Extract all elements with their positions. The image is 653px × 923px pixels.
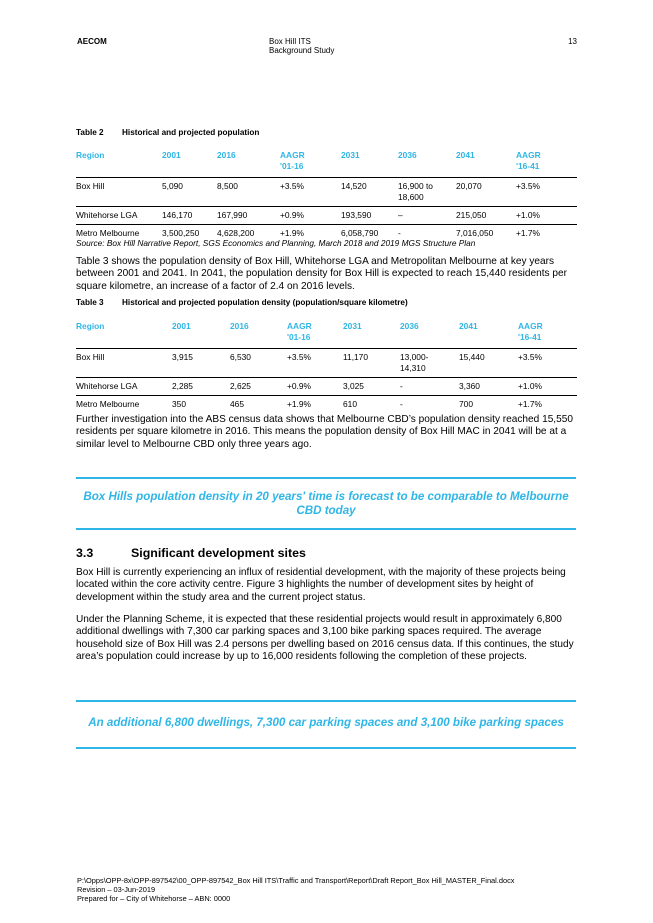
table-cell: +0.9% <box>287 378 343 396</box>
table-cell: +3.5% <box>516 178 577 207</box>
table2-header-aagr-16-41: AAGR '16-41 <box>516 150 577 178</box>
table2-header-2031: 2031 <box>341 150 398 178</box>
page-number: 13 <box>568 37 577 46</box>
table3-caption <box>76 298 408 307</box>
table2-source: Source: Box Hill Narrative Report, SGS Economics and Planning, March 2018 and 2019 MGS Structure Plan <box>76 238 476 248</box>
table-cell: Whitehorse LGA <box>76 378 172 396</box>
table-cell: 350 <box>172 399 186 409</box>
table2 <box>76 150 577 242</box>
table-cell: +3.5% <box>280 178 341 207</box>
table-cell: 3,360 <box>459 378 518 396</box>
table-cell: 8,500 <box>217 178 280 207</box>
table-cell: 3,500,250 <box>162 228 200 238</box>
table-cell: 610 <box>343 399 357 409</box>
table-cell: Metro Melbourne <box>76 399 140 409</box>
table-cell: 146,170 <box>162 207 217 225</box>
table2-caption <box>76 128 259 137</box>
table3-header-2001: 2001 <box>172 321 230 349</box>
table-cell: 465 <box>230 399 244 409</box>
table3-header-region: Region <box>76 321 172 349</box>
section-number: 3.3 <box>76 546 94 560</box>
table-cell: 7,016,050 <box>456 228 494 238</box>
table-cell: Box Hill <box>76 178 162 207</box>
table-cell: 16,900 to 18,600 <box>398 178 456 207</box>
paragraph-development-influx: Box Hill is currently experiencing an influx of residential development, with the majority of these projects being located within the core activity centre. Figure 3 highlights the number of development sites by height of development within the study area and the current project status. <box>76 567 566 603</box>
table-cell: 5,090 <box>162 178 217 207</box>
section-heading <box>76 546 306 560</box>
table-cell: 2,285 <box>172 378 230 396</box>
table3-number: Table 3 <box>76 298 104 307</box>
table3 <box>76 321 577 413</box>
table-cell: +0.9% <box>280 207 341 225</box>
table3-header-2041: 2041 <box>459 321 518 349</box>
section-title: Significant development sites <box>131 546 306 560</box>
table-cell: – <box>398 207 456 225</box>
table-cell: +1.0% <box>518 378 577 396</box>
table2-header-2036: 2036 <box>398 150 456 178</box>
footer-file-path: P:\Opps\OPP-8x\OPP-897542\00_OPP-897542_Box Hill ITS\Traffic and Transport\Report\Draft Report_Box Hill_MASTER_Final.docx <box>77 876 515 885</box>
table3-header-aagr-01-16: AAGR '01-16 <box>287 321 343 349</box>
footer-prepared-for: Prepared for – City of Whitehorse – ABN: 0000 <box>77 894 231 903</box>
company-name: AECOM <box>77 37 107 46</box>
footer <box>77 876 514 903</box>
table2-header-2001: 2001 <box>162 150 217 178</box>
table2-header-aagr-01-16: AAGR '01-16 <box>280 150 341 178</box>
doc-title-line-2: Background Study <box>269 46 335 55</box>
paragraph-density-intro: Table 3 shows the population density of Box Hill, Whitehorse LGA and Metropolitan Melbourne at key years between 2001 and 2041. In 2041, the population density for Box Hill is expected to reach 15,440 residents per square kilometre, an increase of a factor of 2.4 on 2016 levels. <box>76 256 568 292</box>
table3-header-2036: 2036 <box>400 321 459 349</box>
table-cell: 215,050 <box>456 207 516 225</box>
table-cell: 14,520 <box>341 178 398 207</box>
table-cell: +1.9% <box>287 399 311 409</box>
table-cell: 6,530 <box>230 349 287 378</box>
table-cell: 4,628,200 <box>217 228 255 238</box>
callout-density-forecast: Box Hills population density in 20 years' time is forecast to be comparable to Melbourne CBD today <box>76 477 576 530</box>
table3-header-2031: 2031 <box>343 321 400 349</box>
table-cell: - <box>400 399 403 409</box>
table-cell: 20,070 <box>456 178 516 207</box>
table-cell: 11,170 <box>343 349 400 378</box>
table-cell: Metro Melbourne <box>76 228 140 238</box>
table-row <box>76 178 577 207</box>
table2-title: Historical and projected population <box>122 128 260 137</box>
table-row <box>76 396 577 414</box>
table3-header-2016: 2016 <box>230 321 287 349</box>
table-row <box>76 378 577 396</box>
doc-title-line-1: Box Hill ITS <box>269 37 311 46</box>
table-cell: +1.9% <box>280 228 304 238</box>
table-row <box>76 207 577 225</box>
table-cell: 15,440 <box>459 349 518 378</box>
table-cell: 13,000- 14,310 <box>400 349 459 378</box>
table3-header-aagr-16-41: AAGR '16-41 <box>518 321 577 349</box>
table-cell: +3.5% <box>287 349 343 378</box>
table-cell: 3,915 <box>172 349 230 378</box>
table-cell: 2,625 <box>230 378 287 396</box>
doc-title <box>269 37 334 55</box>
table-cell: Box Hill <box>76 349 172 378</box>
table-row <box>76 349 577 378</box>
footer-revision: Revision – 03-Jun-2019 <box>77 885 156 894</box>
table-cell: +1.0% <box>516 207 577 225</box>
table2-header-region: Region <box>76 150 162 178</box>
paragraph-cbd-comparison: Further investigation into the ABS census data shows that Melbourne CBD’s population density reached 15,550 residents per square kilometre in 2016. This means the population density of Box Hill MAC in 2041 will be at a similar level to Melbourne CBD only three years ago. <box>76 414 573 450</box>
table-cell: 6,058,790 <box>341 228 379 238</box>
table2-header-2041: 2041 <box>456 150 516 178</box>
table-cell: - <box>400 378 459 396</box>
table-cell: 167,990 <box>217 207 280 225</box>
table-cell: +1.7% <box>516 228 540 238</box>
table-cell: 193,590 <box>341 207 398 225</box>
callout-additional-dwellings: An additional 6,800 dwellings, 7,300 car parking spaces and 3,100 bike parking spaces <box>76 700 576 749</box>
table-cell: 700 <box>459 399 473 409</box>
paragraph-planning-scheme: Under the Planning Scheme, it is expected that these residential projects would result in approximately 6,800 additional dwellings with 7,300 car parking spaces and 3,100 bike parking spaces required. The average household size of Box Hill was 2.4 persons per dwelling based on 2016 census data. If this continues, the study area’s population could increase by up to 16,000 residents following the completion of these projects. <box>76 614 574 662</box>
table-cell: 3,025 <box>343 378 400 396</box>
table-cell: - <box>398 228 401 238</box>
table-cell: +1.7% <box>518 399 542 409</box>
table-cell: Whitehorse LGA <box>76 207 162 225</box>
table2-number: Table 2 <box>76 128 104 137</box>
table2-header-2016: 2016 <box>217 150 280 178</box>
table-cell: +3.5% <box>518 349 577 378</box>
table3-title: Historical and projected population density (population/square kilometre) <box>122 298 408 307</box>
